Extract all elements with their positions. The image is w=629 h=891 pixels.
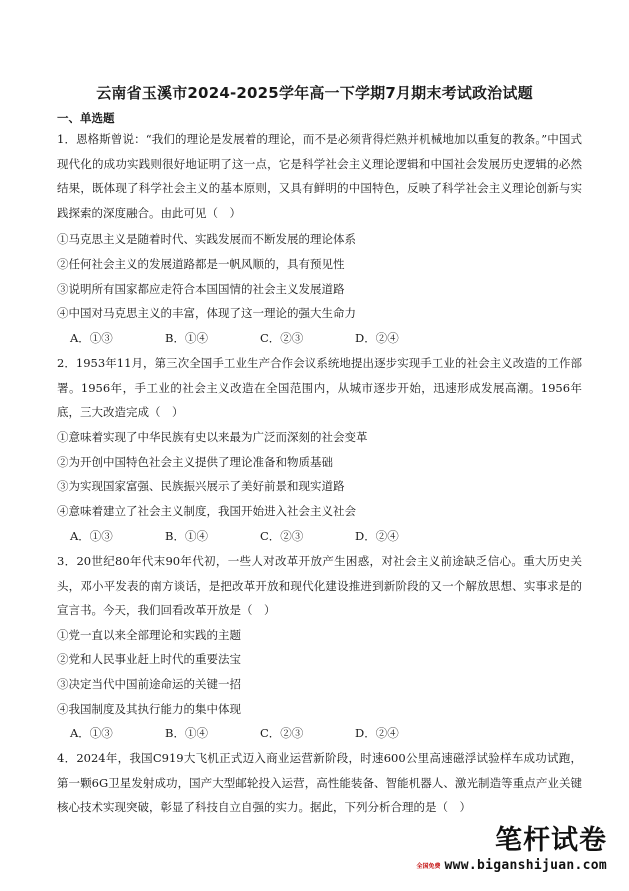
choice-c: C．②③ xyxy=(260,331,304,345)
question-2-stem: 2．1953年11月，第三次全国手工业生产合作会议系统地提出逐步实现手工业的社会主义改造的工作部署。1956年，手工业的社会主义改造在全国范围内，从城市逐步开始，迅速形成发展高潮。1956年底，三大改造完成（ ） xyxy=(57,356,582,419)
watermark-tag: 全国免费 xyxy=(416,863,441,870)
question-3-option-3: ③决定当代中国前途命运的关键一招 xyxy=(57,677,241,691)
question-1-option-4: ④中国对马克思主义的丰富，体现了这一理论的强大生命力 xyxy=(57,306,356,320)
watermark-brand: 笔杆试卷 xyxy=(495,825,607,856)
question-1-choices xyxy=(70,330,450,346)
choice-b: B．①④ xyxy=(165,726,208,740)
section-heading: 一、单选题 xyxy=(57,111,115,125)
choice-d: D．②④ xyxy=(355,331,399,345)
choice-a: A．①③ xyxy=(70,331,113,345)
question-2-option-4: ④意味着建立了社会主义制度，我国开始进入社会主义社会 xyxy=(57,504,356,518)
choice-d: D．②④ xyxy=(355,529,399,543)
question-1-option-3: ③说明所有国家都应走符合本国国情的社会主义发展道路 xyxy=(57,282,345,296)
exam-title: 云南省玉溪市2024-2025学年高一下学期7月期末考试政治试题 xyxy=(96,84,533,102)
choice-a: A．①③ xyxy=(70,529,113,543)
choice-a: A．①③ xyxy=(70,726,113,740)
watermark-url: www.biganshijuan.com xyxy=(444,858,607,873)
question-3-choices xyxy=(70,725,450,741)
question-2-option-3: ③为实现国家富强、民族振兴展示了美好前景和现实道路 xyxy=(57,479,345,493)
choice-c: C．②③ xyxy=(260,726,304,740)
choice-c: C．②③ xyxy=(260,529,304,543)
question-2-option-2: ②为开创中国特色社会主义提供了理论准备和物质基础 xyxy=(57,455,333,469)
question-1-option-1: ①马克思主义是随着时代、实践发展而不断发展的理论体系 xyxy=(57,232,356,246)
question-3-stem: 3．20世纪80年代末90年代初，一些人对改革开放产生困惑，对社会主义前途缺乏信心。重大历史关头，邓小平发表的南方谈话，是把改革开放和现代化建设推进到新阶段的又一个解放思想、实事求是的宣言书。今天，我们回看改革开放是（ ） xyxy=(57,554,582,617)
question-3-option-1: ①党一直以来全部理论和实践的主题 xyxy=(57,628,241,642)
question-3-option-2: ②党和人民事业赶上时代的重要法宝 xyxy=(57,652,241,666)
question-2-option-1: ①意味着实现了中华民族有史以来最为广泛而深刻的社会变革 xyxy=(57,430,368,444)
question-3-option-4: ④我国制度及其执行能力的集中体现 xyxy=(57,702,241,716)
choice-b: B．①④ xyxy=(165,529,208,543)
choice-b: B．①④ xyxy=(165,331,208,345)
choice-d: D．②④ xyxy=(355,726,399,740)
question-1-option-2: ②任何社会主义的发展道路都是一帆风顺的，具有预见性 xyxy=(57,257,345,271)
question-1-stem: 1．恩格斯曾说：“我们的理论是发展着的理论，而不是必须背得烂熟并机械地加以重复的教条。”中国式现代化的成功实践则很好地证明了这一点，它是科学社会主义理论逻辑和中国社会发展历史逻辑的必然结果，既体现了科学社会主义的基本原则，又具有鲜明的中国特色，反映了科学社会主义理论创新与实践探索的深度融合。由此可见（ ） xyxy=(57,132,582,220)
watermark-row xyxy=(416,858,607,873)
question-2-choices xyxy=(70,528,450,544)
question-4-stem: 4．2024年，我国C919大飞机正式迈入商业运营新阶段，时速600公里高速磁浮试验样车成功试跑，第一颗6G卫星发射成功，国产大型邮轮投入运营，高性能装备、智能机器人、激光制造等重点产业关键核心技术实现突破，彰显了科技自立自强的实力。据此，下列分析合理的是（ ） xyxy=(57,751,582,814)
watermark xyxy=(416,826,607,873)
